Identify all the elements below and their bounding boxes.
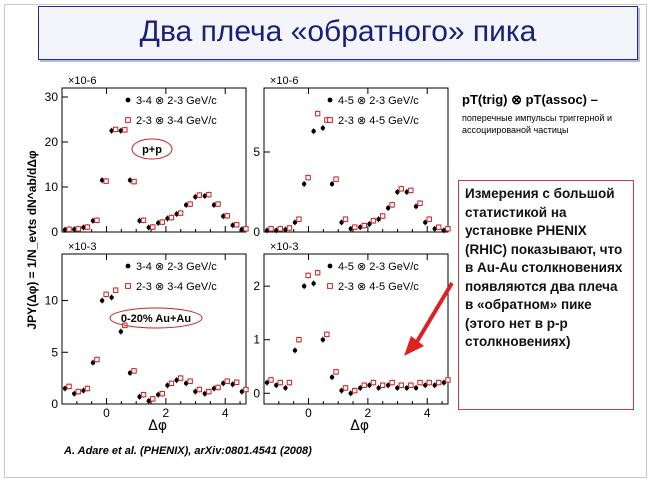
data-point — [353, 225, 357, 229]
x-tick-label: 4 — [423, 406, 431, 420]
multiplier-label: ×10-6 — [68, 75, 97, 87]
data-point — [244, 387, 248, 391]
data-point — [278, 227, 282, 231]
data-point — [76, 389, 80, 393]
y-tick-label: 0 — [51, 397, 58, 411]
data-point — [235, 223, 239, 227]
data-point — [225, 379, 229, 383]
legend-marker — [126, 284, 131, 289]
data-point — [409, 383, 413, 387]
y-tick-label: 0 — [253, 225, 260, 239]
data-point — [414, 386, 418, 390]
x-tick-label: 0 — [103, 406, 110, 420]
panel-frame-top-right — [264, 88, 448, 232]
legend-entry: 2-3 ⊗ 4-5 GeV/c — [338, 115, 419, 127]
data-point — [311, 129, 315, 133]
momentum-note: поперечные импульсы триггерной и ассоциированой частицы — [462, 113, 612, 135]
data-point — [160, 220, 164, 224]
data-point — [399, 187, 403, 191]
callout-arrow-head — [404, 336, 424, 356]
data-point — [293, 348, 297, 352]
data-point — [399, 383, 403, 387]
data-point — [104, 292, 108, 296]
data-point — [437, 225, 441, 229]
data-point — [330, 375, 334, 379]
data-point — [343, 386, 347, 390]
data-point — [207, 389, 211, 393]
data-point — [283, 386, 287, 390]
annotation-label: p+p — [142, 144, 162, 156]
legend-entry: 3-4 ⊗ 2-3 GeV/c — [136, 261, 217, 273]
data-point — [67, 227, 71, 231]
data-point — [380, 383, 384, 387]
x-axis-label: Δφ — [350, 418, 370, 434]
y-tick-label: 5 — [253, 145, 260, 159]
legend-marker — [328, 98, 333, 103]
data-point — [244, 227, 248, 231]
data-point — [188, 379, 192, 383]
data-point — [113, 127, 117, 131]
data-point — [380, 214, 384, 218]
data-point — [178, 211, 182, 215]
data-point — [123, 128, 127, 132]
data-point — [160, 391, 164, 395]
data-point — [353, 388, 357, 392]
data-point — [85, 225, 89, 229]
data-point — [297, 217, 301, 221]
data-point — [151, 225, 155, 229]
callout-box: Измерения с большой статистикой на установке PHENIX (RHIC) показывают, что в Au-Au столкновениях появляются два плеча в «обратном» пике (этого нет в p-p столкновениях) — [458, 180, 634, 410]
data-point — [119, 329, 123, 333]
data-point — [306, 273, 310, 277]
data-point — [315, 111, 319, 115]
x-tick-label: 2 — [162, 406, 170, 420]
y-tick-label: 10 — [44, 293, 58, 308]
y-tick-label: 0 — [51, 225, 58, 239]
data-point — [225, 214, 229, 218]
data-point — [216, 202, 220, 206]
data-point — [132, 179, 136, 183]
data-point — [178, 376, 182, 380]
data-point — [235, 380, 239, 384]
data-point — [321, 126, 325, 130]
legend-entry: 2-3 ⊗ 3-4 GeV/c — [136, 115, 217, 127]
data-point — [269, 227, 273, 231]
y-tick-label: 30 — [44, 90, 58, 104]
citation: A. Adare et al. (PHENIX), arXiv:0801.4541 (2008) — [64, 445, 312, 457]
y-tick-label: 10 — [44, 180, 58, 194]
data-point — [169, 215, 173, 219]
legend-entry: 2-3 ⊗ 4-5 GeV/c — [338, 281, 419, 293]
data-point — [169, 381, 173, 385]
data-point — [100, 298, 104, 302]
data-point — [427, 217, 431, 221]
data-point — [287, 380, 291, 384]
multiplier-label: ×10-3 — [68, 241, 97, 253]
y-tick-label: 2 — [253, 279, 260, 294]
data-point — [287, 226, 291, 230]
data-point — [67, 384, 71, 388]
data-point — [269, 378, 273, 382]
data-point — [297, 338, 301, 342]
data-point — [76, 227, 80, 231]
data-point — [216, 385, 220, 389]
data-point — [141, 218, 145, 222]
multiplier-label: ×10-3 — [270, 241, 299, 253]
data-point — [311, 281, 315, 285]
data-point — [343, 217, 347, 221]
legend-marker — [328, 264, 333, 269]
data-point — [371, 380, 375, 384]
data-point — [306, 175, 310, 179]
legend-marker — [126, 118, 131, 123]
data-point — [330, 182, 334, 186]
data-point — [446, 378, 450, 382]
data-point — [321, 338, 325, 342]
legend-entry: 2-3 ⊗ 3-4 GeV/c — [136, 281, 217, 293]
data-point — [207, 192, 211, 196]
slide-title: Два плеча «обратного» пика — [139, 15, 537, 48]
panel-frame-bottom-left — [62, 254, 246, 404]
panel-frame-top-left — [62, 88, 246, 232]
legend-marker — [126, 264, 131, 269]
legend-marker — [328, 284, 333, 289]
legend-entry: 4-5 ⊗ 2-3 GeV/c — [338, 95, 419, 107]
multiplier-label: ×10-6 — [270, 75, 299, 87]
legend-entry: 3-4 ⊗ 2-3 GeV/c — [136, 95, 217, 107]
data-point — [141, 392, 145, 396]
data-point — [85, 386, 89, 390]
data-point — [95, 357, 99, 361]
x-axis-label: Δφ — [148, 418, 168, 434]
data-point — [418, 201, 422, 205]
y-tick-label: 0 — [253, 386, 260, 401]
data-point — [95, 218, 99, 222]
momentum-formula: pT(trig) ⊗ pT(assoc) – — [462, 92, 598, 107]
data-point — [132, 369, 136, 373]
callout-arrow-shaft — [415, 283, 452, 345]
legend-entry: 4-5 ⊗ 2-3 GeV/c — [338, 261, 419, 273]
y-tick-label: 20 — [44, 135, 58, 149]
legend-marker — [328, 118, 333, 123]
data-point — [109, 295, 113, 299]
y-tick-label: 1 — [253, 332, 260, 347]
data-point — [390, 380, 394, 384]
data-point — [362, 223, 366, 227]
data-point — [278, 380, 282, 384]
data-point — [446, 227, 450, 231]
data-point — [104, 179, 108, 183]
data-point — [418, 380, 422, 384]
data-point — [409, 188, 413, 192]
data-point — [437, 380, 441, 384]
y-axis-label: JPY(Δφ) = 1/N_evts dN^ab/dΔφ — [25, 150, 39, 330]
data-point — [302, 182, 306, 186]
data-point — [151, 397, 155, 401]
data-point — [197, 387, 201, 391]
data-point — [197, 193, 201, 197]
data-point — [427, 380, 431, 384]
legend-marker — [126, 98, 131, 103]
annotation-label: 0-20% Au+Au — [120, 313, 192, 325]
data-point — [113, 288, 117, 292]
data-point — [325, 332, 329, 336]
data-point — [315, 271, 319, 275]
data-point — [362, 383, 366, 387]
data-point — [334, 370, 338, 374]
x-tick-label: 4 — [221, 406, 229, 420]
y-tick-label: 5 — [51, 345, 58, 360]
x-tick-label: 0 — [305, 406, 312, 420]
data-point — [302, 284, 306, 288]
data-point — [390, 203, 394, 207]
data-point — [371, 219, 375, 223]
data-point — [188, 202, 192, 206]
x-tick-label: 2 — [364, 406, 372, 420]
data-point — [334, 177, 338, 181]
